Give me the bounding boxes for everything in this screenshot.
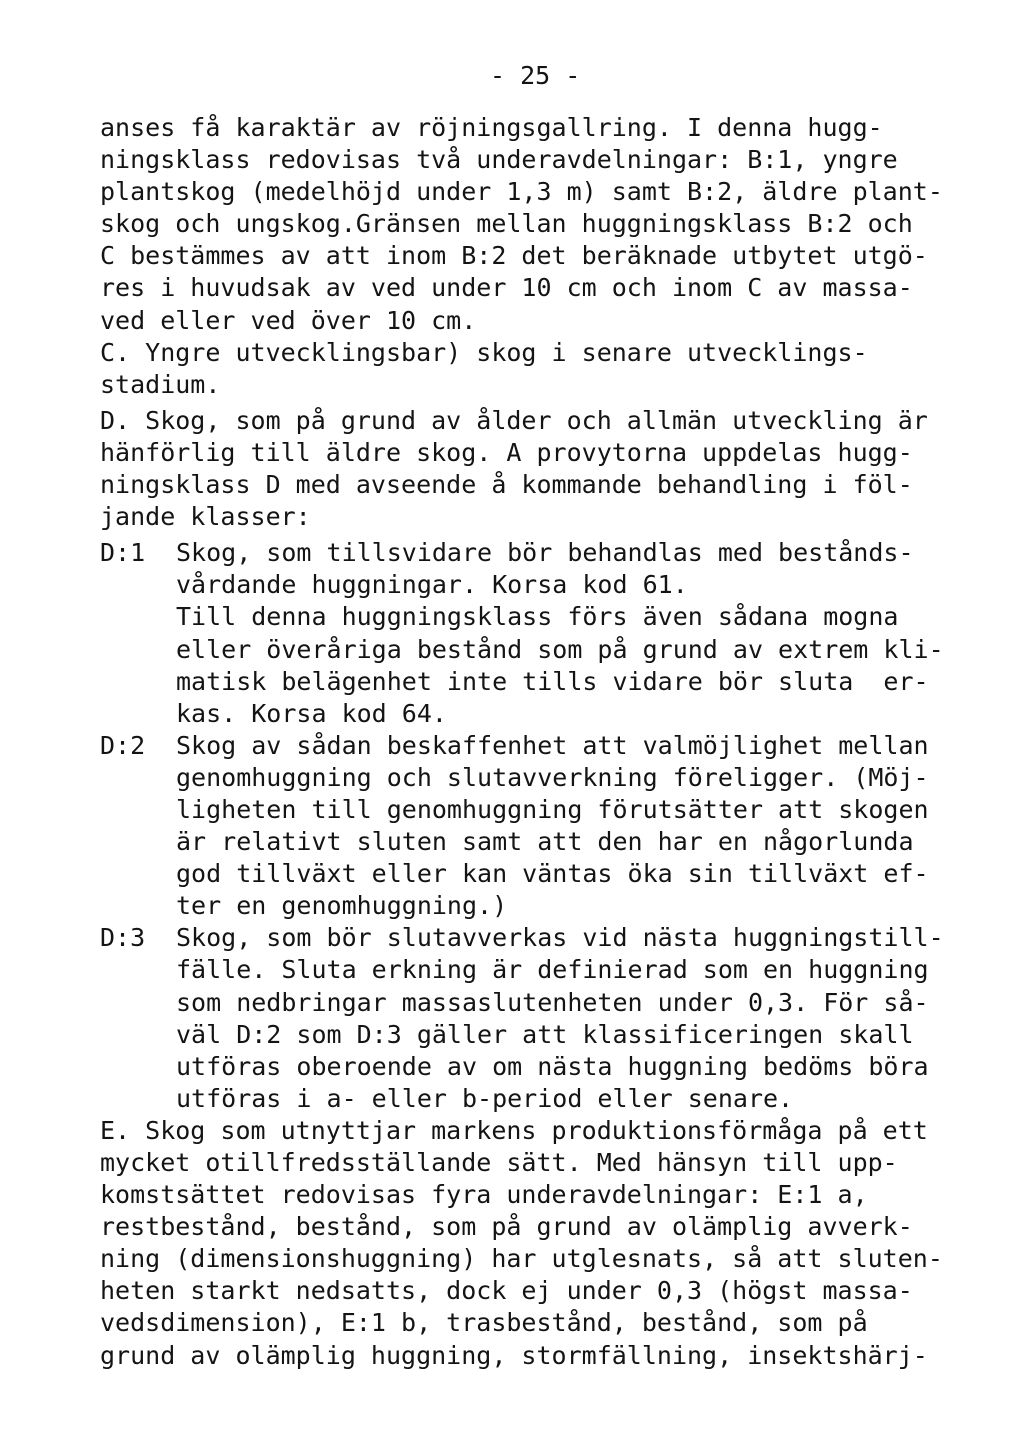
text-line: eller överåriga bestånd som på grund av extrem kli- (176, 634, 944, 664)
text-line: C. Yngre utvecklingsbar) skog i senare utvecklings- (100, 337, 868, 367)
subclass-text (176, 922, 990, 1115)
text-line: är relativt sluten samt att den har en någorlunda (176, 827, 914, 857)
text-line: mycket otillfredsställande sätt. Med hänsyn till upp- (100, 1148, 898, 1177)
text-line: väl D:2 som D:3 gäller att klassificeringen skall (176, 1019, 914, 1049)
text-line: E. Skog som utnyttjar markens produktionsförmåga på ett (100, 1115, 928, 1145)
text-line: res i huvudsak av ved under 10 cm och inom C av massa- (100, 273, 913, 303)
text-line: komstsättet redovisas fyra underavdelningar: E:1 a, (100, 1180, 868, 1210)
section-c (100, 337, 990, 401)
text-line: hänförlig till äldre skog. A provytorna uppdelas hugg- (100, 437, 913, 467)
text-line: skog och ungskog.Gränsen mellan huggningsklass B:2 och (100, 209, 913, 239)
intro-paragraph (100, 112, 990, 337)
text-line: ningsklass redovisas två underavdelningar: B:1, yngre (100, 145, 898, 175)
text-line: restbestånd, bestånd, som på grund av olämplig avverk- (100, 1212, 913, 1242)
text-line: jande klasser: (100, 502, 311, 532)
text-line: fälle. Sluta erkning är definierad som en huggning (176, 955, 929, 985)
section-e (100, 1115, 990, 1372)
document-body (100, 112, 990, 1372)
text-line: genomhuggning och slutavverkning föreligger. (Möj- (176, 762, 929, 792)
subclass-label: D:1 (100, 538, 146, 568)
text-line: vårdande huggningar. Korsa kod 61. (176, 570, 688, 600)
subclass-label: D:2 (100, 730, 146, 760)
text-line: heten starkt nedsatts, dock ej under 0,3 (högst massa- (100, 1276, 913, 1306)
text-line: anses få karaktär av röjningsgallring. I denna hugg- (100, 113, 883, 142)
text-line: utföras i a- eller b-period eller senare. (176, 1083, 794, 1113)
text-line: utföras oberoende av om nästa huggning bedöms böra (176, 1051, 929, 1081)
text-line: Till denna huggningsklass förs även sådana mogna (176, 602, 899, 632)
text-line: grund av olämplig huggning, stormfällning, insektshärj- (100, 1340, 928, 1370)
text-line: Skog, som tillsvidare bör behandlas med bestånds- (176, 538, 914, 568)
text-line: som nedbringar massaslutenheten under 0,3. För så- (176, 987, 929, 1017)
page-number: - 25 - (490, 61, 581, 90)
text-line: ningsklass D med avseende å kommande behandling i föl- (100, 470, 913, 500)
section-d (100, 405, 990, 533)
subclass-label: D:3 (100, 923, 146, 953)
text-line: plantskog (medelhöjd under 1,3 m) samt B:2, äldre plant- (100, 177, 943, 207)
text-line: ter en genomhuggning.) (176, 891, 508, 921)
text-line: vedsdimension), E:1 b, trasbestånd, bestånd, som på (100, 1308, 868, 1338)
subclass-d1 (100, 537, 990, 730)
text-line: ved eller ved över 10 cm. (100, 305, 477, 335)
subclass-d2 (100, 730, 990, 923)
text-line: kas. Korsa kod 64. (176, 698, 447, 728)
text-line: matisk belägenhet inte tills vidare bör sluta er- (176, 666, 929, 696)
subclass-text (176, 537, 990, 730)
text-line: stadium. (100, 369, 221, 399)
text-line: Skog, som bör slutavverkas vid nästa huggningstill- (176, 923, 944, 953)
text-line: ning (dimensionshuggning) har utglesnats, så att sluten- (100, 1244, 943, 1274)
subclass-text (176, 730, 990, 923)
text-line: C bestämmes av att inom B:2 det beräknade utbytet utgö- (100, 241, 928, 271)
text-line: god tillväxt eller kan väntas öka sin tillväxt ef- (176, 859, 929, 889)
text-line: D. Skog, som på grund av ålder och allmän utveckling är (100, 405, 928, 435)
text-line: ligheten till genomhuggning förutsätter att skogen (176, 794, 929, 824)
text-line: Skog av sådan beskaffenhet att valmöjlighet mellan (176, 730, 929, 760)
subclass-d3 (100, 922, 990, 1115)
